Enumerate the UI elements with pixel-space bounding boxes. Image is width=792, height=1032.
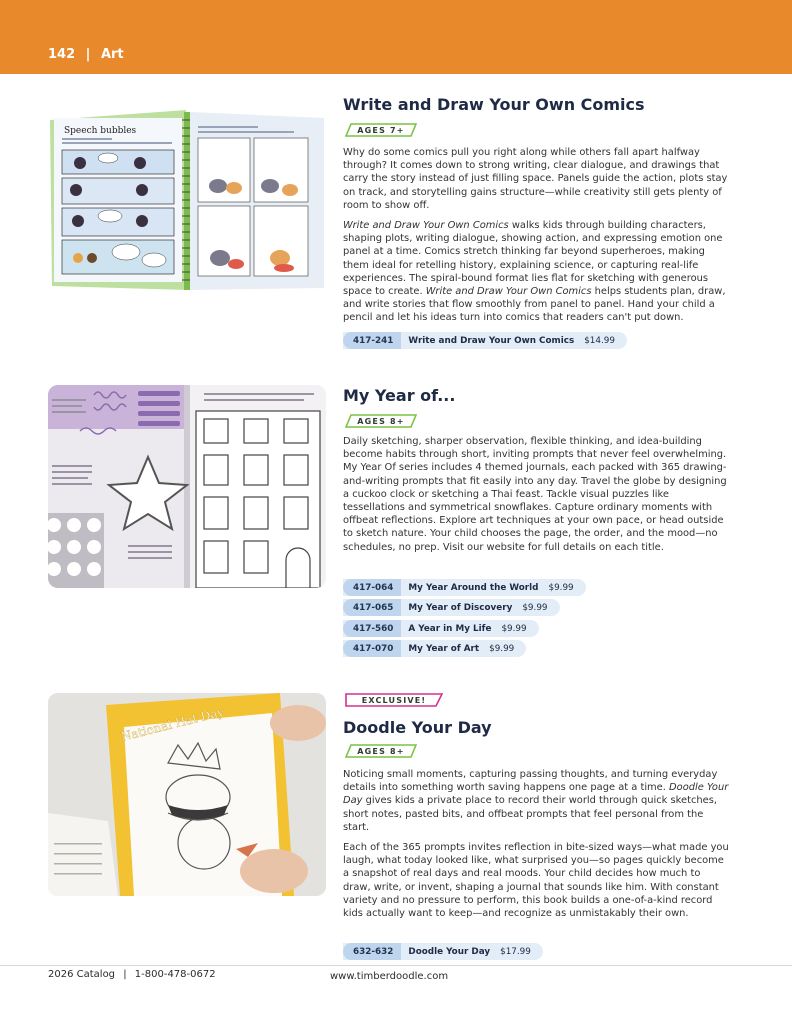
item-sku: 417-241	[343, 332, 401, 349]
order-row[interactable]	[343, 579, 586, 596]
website-link[interactable]: www.timberdoodle.com	[330, 971, 449, 982]
book-title-italic: Write and Draw Your Own Comics	[425, 286, 592, 298]
age-badge	[345, 744, 417, 758]
doodle-journal-illustration	[48, 693, 326, 896]
item-sku: 417-070	[343, 640, 401, 657]
item-name: Write and Draw Your Own Comics	[408, 335, 575, 346]
item-sku: 632-632	[343, 943, 401, 960]
catalog-year: 2026 Catalog	[48, 969, 116, 980]
age-badge	[345, 414, 417, 428]
product-image-comics	[48, 108, 326, 298]
item-sku: 417-560	[343, 620, 401, 637]
text-run: Noticing small moments, capturing passing thoughts, and turning everyday details into something worth saving happens one page at a time.	[343, 769, 718, 794]
item-name: My Year of Art	[408, 643, 480, 654]
order-row[interactable]	[343, 599, 560, 616]
item-sku: 417-064	[343, 579, 401, 596]
order-row[interactable]	[343, 620, 539, 637]
description-paragraph	[343, 146, 729, 212]
item-name: My Year Around the World	[408, 582, 539, 593]
text-run: Why do some comics pull you right along while others fall apart halfway through? It comes down to strong writing, clear dialogue, and drawings that carry the story instead of just filling space. Panels guide the action, plots stay on track, and storytelling gains structure—while creativity still gets plenty of room to show off.	[343, 147, 728, 211]
page-header-label	[48, 47, 124, 62]
item-price: $9.99	[522, 602, 548, 613]
product-image-doodle	[48, 693, 326, 896]
text-run: helps students plan, draw, and write stories that flow smoothly from panel to panel. Hand your child a pencil and let his ideas turn into comics that readers can't put down.	[343, 286, 726, 324]
age-badge-text: AGES 8+	[357, 416, 405, 426]
order-row[interactable]	[343, 640, 526, 657]
text-run: Each of the 365 prompts invites reflection in bite-sized ways—what made you laugh, what today looked like, what surprised you—so pages quickly become a snapshot of real days and real moods. Your child decides how much to draw, write, or invent, shaping a journal that sounds like him. With constant variety and no pressure to perform, this book builds a one-of-a-kind record kids actually want to keep—and recognize as unmistakably their own.	[343, 842, 729, 920]
page-number: 142	[48, 47, 76, 62]
product-image-my-year	[48, 385, 326, 588]
description-paragraph	[343, 435, 729, 554]
phone-number: 1-800-478-0672	[134, 969, 216, 980]
book-title-italic: Doodle Your Day	[343, 782, 729, 807]
image-cover-title: National Hat Day	[119, 704, 226, 744]
exclusive-badge	[345, 693, 443, 707]
item-name: My Year of Discovery	[408, 602, 513, 613]
item-sku: 417-065	[343, 599, 401, 616]
description-paragraph	[343, 219, 729, 325]
description-paragraph	[343, 841, 729, 920]
item-price: $17.99	[500, 946, 531, 957]
product-description	[343, 435, 729, 561]
item-price: $9.99	[548, 582, 574, 593]
text-run: Daily sketching, sharper observation, flexible thinking, and idea-building become habits through short, inviting prompts that never feel overwhelming. My Year Of series includes 4 themed journals, each packed with 365 drawing-and-writing prompts that fit easily into any day. Travel the globe by designing a cuckoo clock or sketching a Thai feast. Tackle visual puzzles like tessellations and symmetrical snowflakes. Capture ordinary moments with offbeat reflections. Explore art techniques at your own pace, or head outside to sketch nature. Your child chooses the page, the order, and the mood—no schedules, no prep. Visit our website for full details on each title.	[343, 436, 727, 553]
footer-divider	[0, 965, 792, 966]
age-badge	[345, 123, 417, 137]
footer-catalog-info	[48, 969, 216, 980]
footer-separator: |	[123, 969, 127, 980]
order-row[interactable]	[343, 332, 627, 349]
text-run: walks kids through building characters, shaping plots, writing dialogue, showing action, and expressing emotion one panel at a time. Comics stretch thinking far beyond superheroes, making them ideal for retelling history, explaining science, or capturing real-life experiences. The spiral-bound format lies flat for sketching with generous space to create.	[343, 220, 723, 298]
open-journal-illustration	[48, 385, 326, 588]
open-comic-book-illustration	[48, 108, 326, 298]
order-row[interactable]	[343, 943, 543, 960]
item-name: Doodle Your Day	[408, 946, 491, 957]
product-title: Write and Draw Your Own Comics	[343, 95, 645, 114]
item-price: $9.99	[489, 643, 515, 654]
product-description	[343, 146, 729, 332]
section-name: Art	[100, 47, 124, 62]
text-run: gives kids a private place to record their world through quick sketches, short notes, pasted bits, and offbeat prompts that feel personal from the start.	[343, 795, 718, 833]
book-title-italic: Write and Draw Your Own Comics	[343, 220, 509, 232]
exclusive-badge-text: EXCLUSIVE!	[361, 695, 427, 705]
product-title: My Year of...	[343, 386, 456, 405]
item-price: $14.99	[584, 335, 615, 346]
description-paragraph	[343, 768, 729, 834]
item-price: $9.99	[501, 623, 527, 634]
age-badge-text: AGES 8+	[357, 746, 405, 756]
age-badge-text: AGES 7+	[357, 125, 405, 135]
item-name: A Year in My Life	[408, 623, 492, 634]
page-header	[0, 0, 792, 74]
product-title: Doodle Your Day	[343, 718, 492, 737]
image-heading-speech-bubbles: Speech bubbles	[64, 126, 137, 136]
product-description	[343, 768, 729, 927]
header-separator: |	[85, 47, 91, 62]
